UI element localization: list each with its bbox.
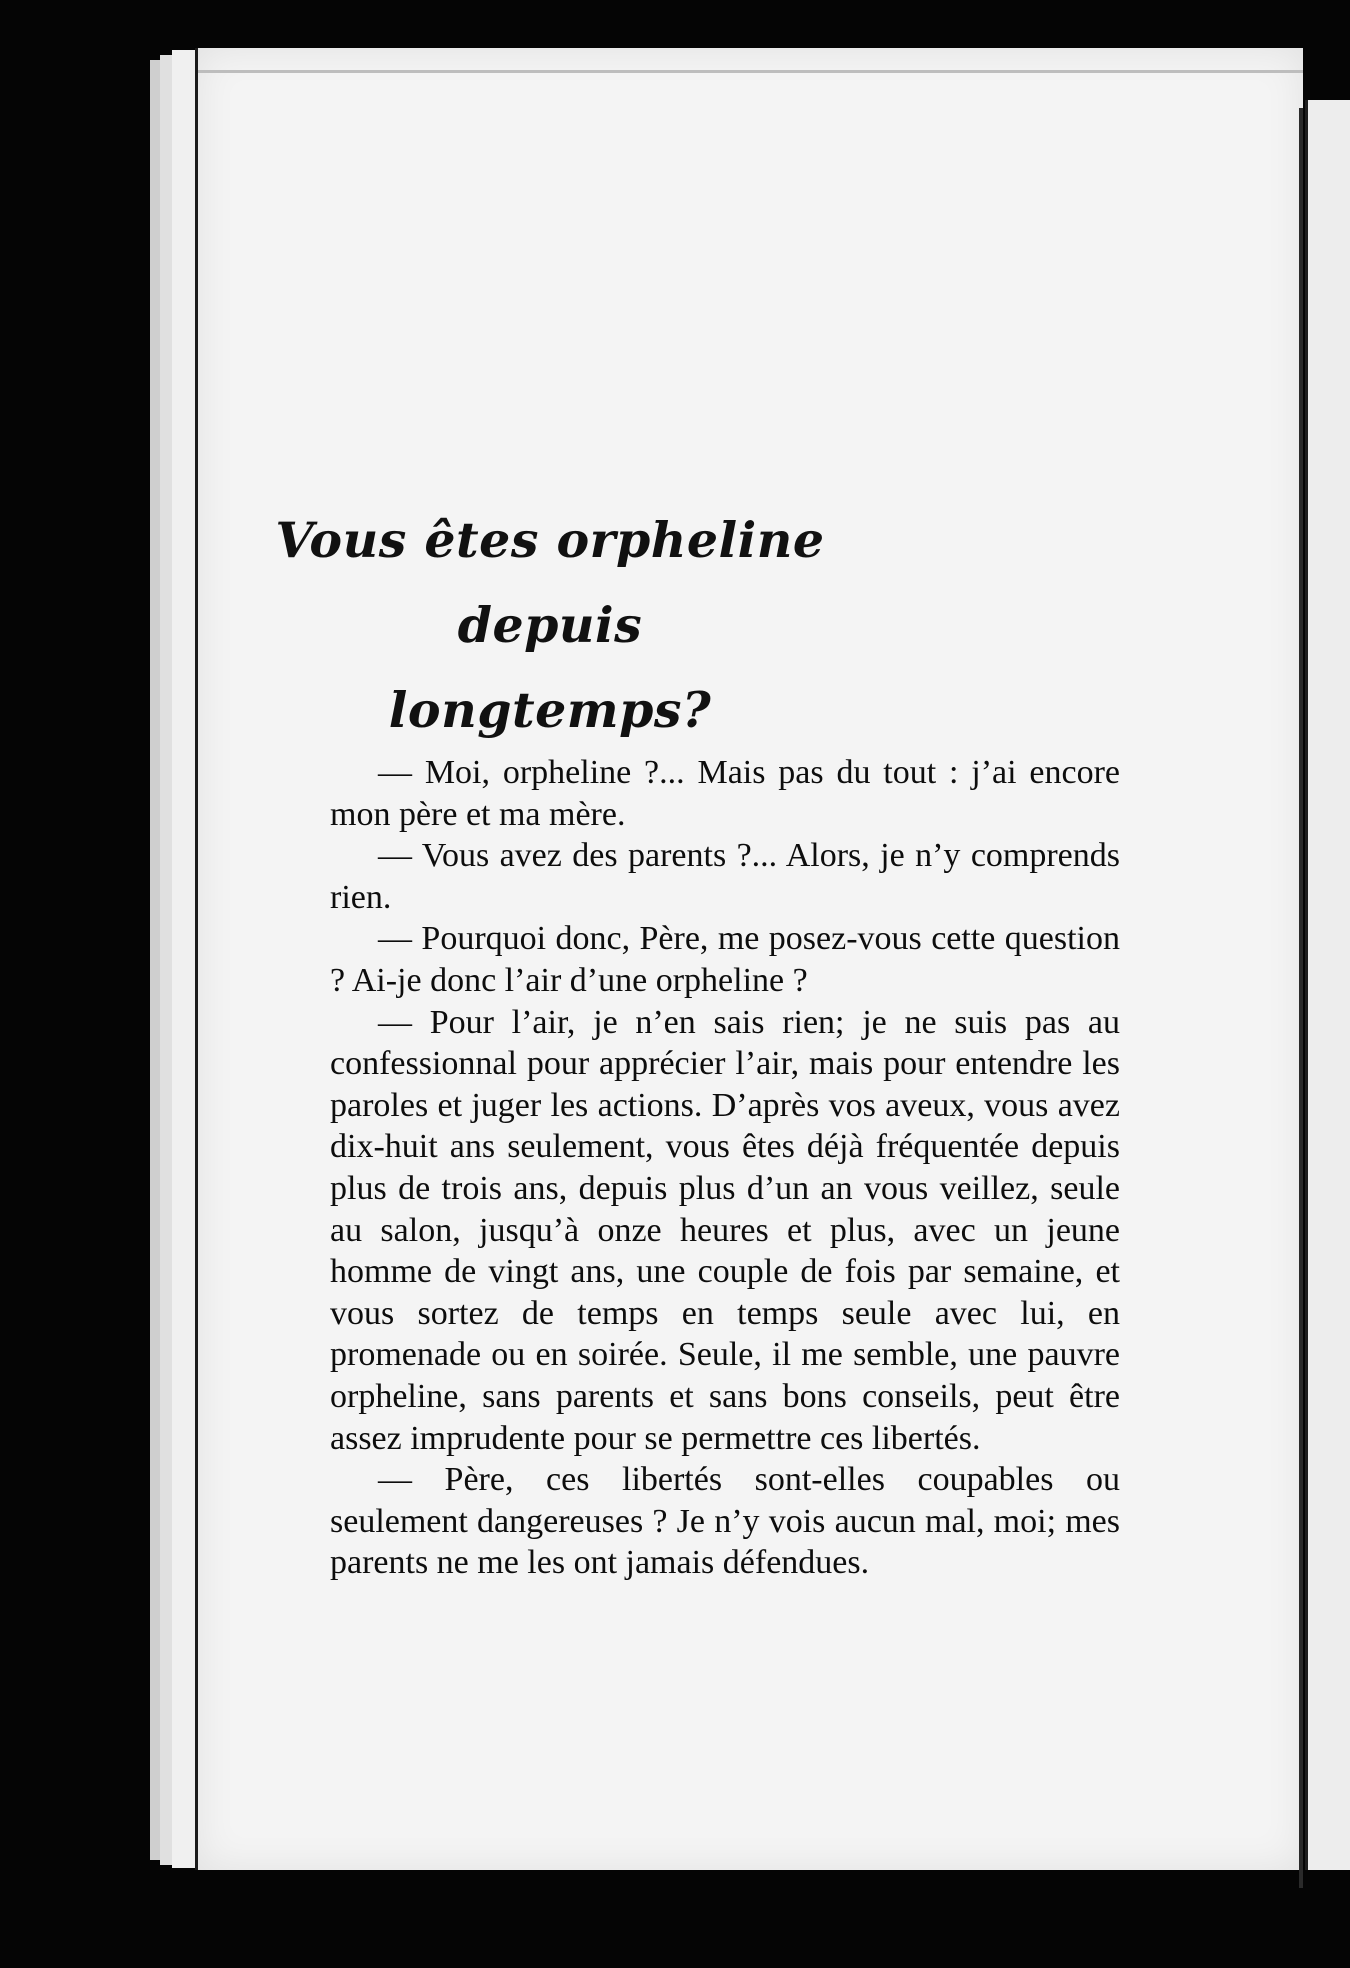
paragraph: — Pour l’air, je n’en sais rien; je ne suis pas au confessionnal pour apprécier l’air, mais pour entendre les paroles et juger les actions. D’après vos aveux, vous avez dix-huit ans seulement, vous êtes déjà fréquentée depuis plus de trois ans, depuis plus d’un an vous veillez, seule au salon, jusqu’à onze heures et plus, avec un jeune homme de vingt ans, une couple de fois par semaine, et vous sortez de temps en temps seule avec lui, en promenade ou en soirée. Seule, il me semble, une pauvre orpheline, sans parents et sans bons conseils, peut être assez imprudente pour se permettre ces libertés. (330, 1003, 1120, 1457)
page-gutter (1299, 108, 1303, 1888)
paragraph: — Vous avez des parents ?... Alors, je n’y comprends rien. (330, 837, 1120, 916)
chapter-title-line: longtemps? (388, 681, 712, 739)
paragraph: — Père, ces libertés sont-elles coupables ou seulement dangereuses ? Je n’y vois aucun mal, moi; mes parents ne me les ont jamais défendues. (330, 1461, 1120, 1582)
body-text (330, 752, 1120, 1584)
chapter-title-line: Vous êtes orpheline depuis (275, 511, 825, 654)
facing-page-edge (1305, 100, 1350, 1870)
page-top-rule (198, 70, 1303, 73)
paragraph: — Moi, orpheline ?... Mais pas du tout : j’ai encore mon père et ma mère. (330, 754, 1120, 833)
chapter-title (200, 498, 900, 753)
paragraph: — Pourquoi donc, Père, me posez-vous cette question ? Ai-je donc l’air d’une orpheline ? (330, 920, 1120, 999)
